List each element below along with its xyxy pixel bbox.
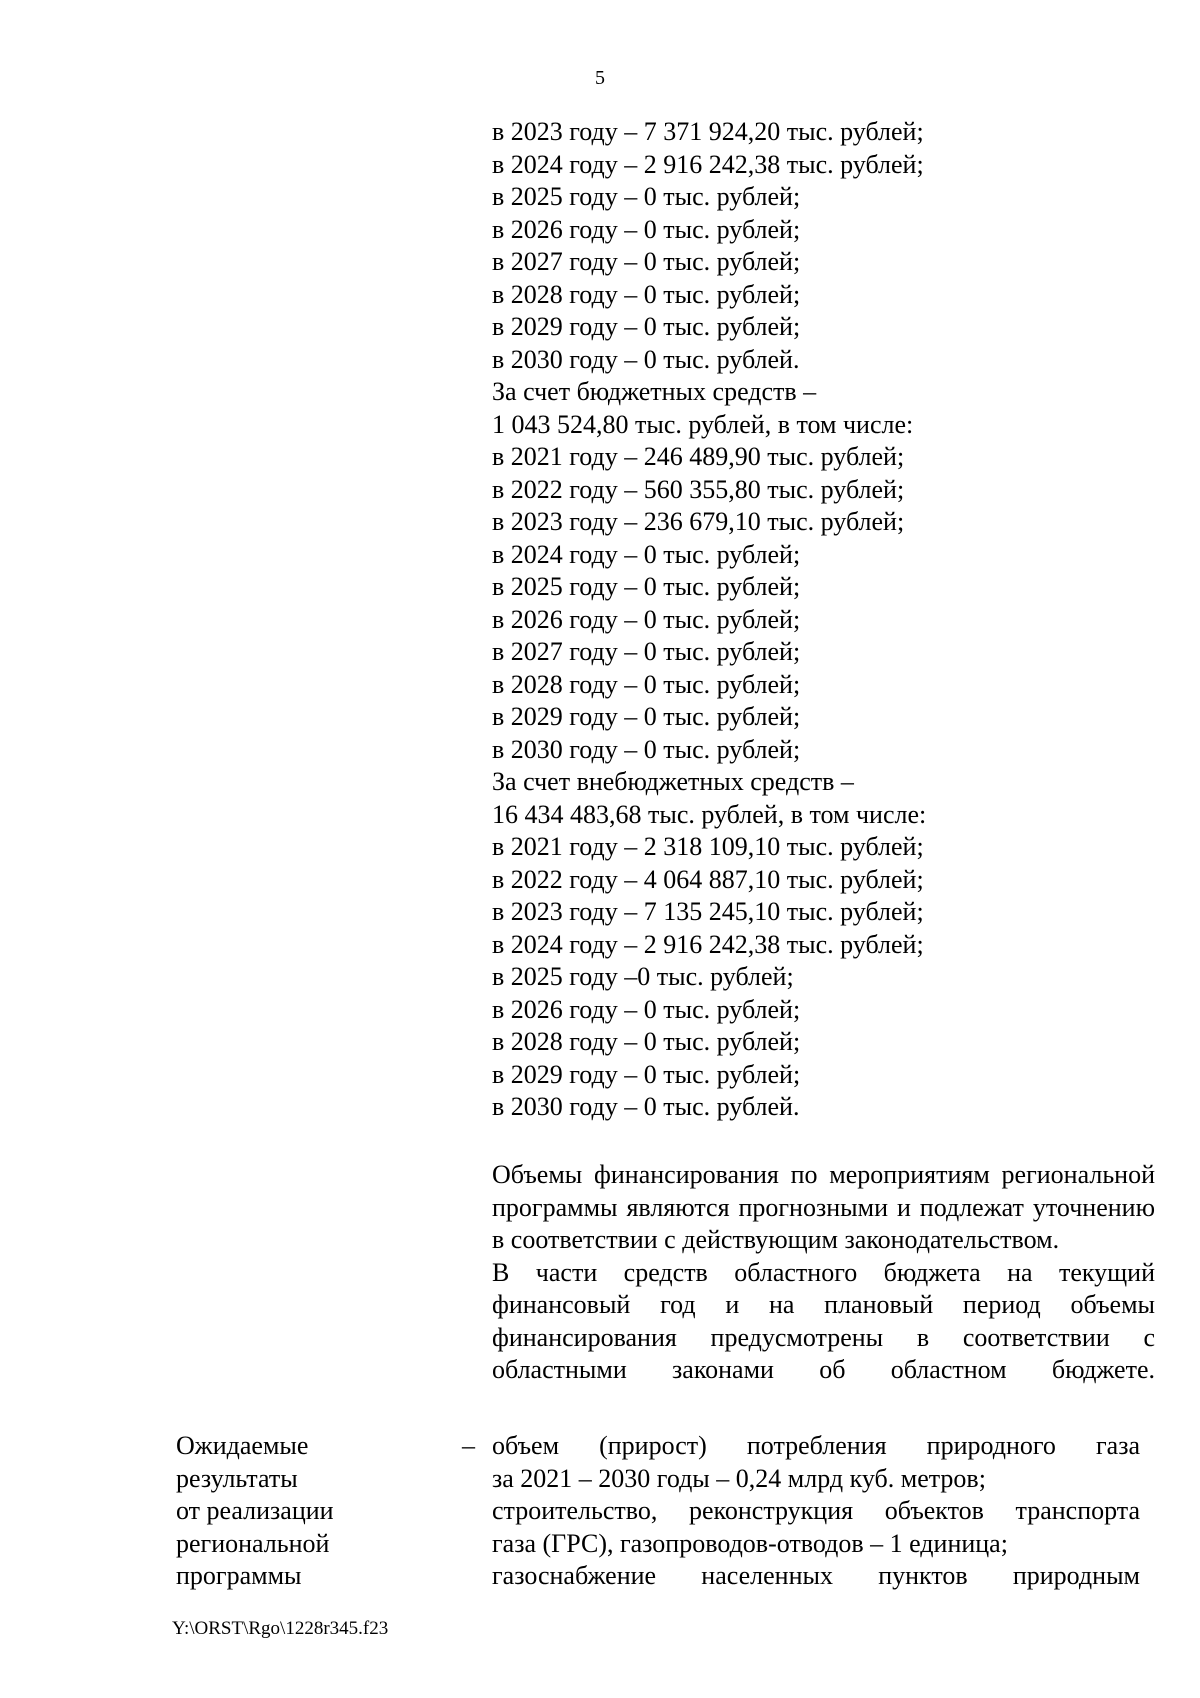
- extrabudget-funds-heading: За счет внебюджетных средств –: [492, 767, 854, 796]
- label-line: результаты: [176, 1463, 298, 1493]
- page-number: 5: [595, 67, 605, 89]
- funding-line: в 2028 году – 0 тыс. рублей;: [492, 669, 801, 699]
- funding-line: в 2028 году – 0 тыс. рублей;: [492, 279, 801, 309]
- budget-note-paragraph: В части средств областного бюджета на текущий финансовый год и на плановый период объемы финансирования предусмотрены в соответствии с областными законами об областном бюджете.: [492, 1257, 1155, 1384]
- funding-line: в 2021 году – 2 318 109,10 тыс. рублей;: [492, 832, 924, 861]
- funding-line: в 2030 году – 0 тыс. рублей.: [492, 1092, 800, 1121]
- result-line: за 2021 – 2030 годы – 0,24 млрд куб. метров;: [492, 1463, 986, 1493]
- funding-line: в 2024 году – 0 тыс. рублей;: [492, 539, 801, 569]
- result-line: газа (ГРС), газопроводов-отводов – 1 единица;: [492, 1528, 1008, 1558]
- budget-funds-heading: За счет бюджетных средств –: [492, 377, 817, 406]
- funding-line: в 2029 году – 0 тыс. рублей;: [492, 1059, 801, 1089]
- label-line: программы: [176, 1561, 302, 1590]
- funding-line: в 2024 году – 2 916 242,38 тыс. рублей;: [492, 149, 924, 179]
- funding-line: в 2023 году – 7 371 924,20 тыс. рублей;: [492, 117, 924, 146]
- funding-line: в 2029 году – 0 тыс. рублей;: [492, 312, 801, 341]
- funding-line: в 2026 году – 0 тыс. рублей;: [492, 214, 801, 244]
- expected-results-text: [492, 1430, 1140, 1593]
- funding-notes: [492, 1159, 1155, 1387]
- file-path-footer: Y:\ORST\Rgo\1228r345.f23: [172, 1618, 389, 1639]
- label-line: Ожидаемые: [176, 1431, 309, 1460]
- funding-line: в 2023 году – 7 135 245,10 тыс. рублей;: [492, 897, 924, 926]
- dash-separator: –: [462, 1431, 475, 1460]
- funding-line: в 2025 году – 0 тыс. рублей;: [492, 572, 801, 601]
- funding-line: в 2030 году – 0 тыс. рублей.: [492, 344, 800, 374]
- funding-line: в 2022 году – 560 355,80 тыс. рублей;: [492, 474, 905, 504]
- funding-line: в 2025 году –0 тыс. рублей;: [492, 962, 794, 991]
- forecast-note-paragraph: Объемы финансирования по мероприятиям региональной программы являются прогнозными и подлежат уточнению в соответствии с действующим законодательством.: [492, 1160, 1155, 1254]
- budget-funds-total: 1 043 524,80 тыс. рублей, в том числе:: [492, 409, 914, 439]
- label-line: от реализации: [176, 1496, 334, 1525]
- funding-line: в 2025 году – 0 тыс. рублей;: [492, 182, 801, 211]
- funding-line: в 2030 году – 0 тыс. рублей;: [492, 734, 801, 764]
- funding-line: в 2029 году – 0 тыс. рублей;: [492, 702, 801, 731]
- extrabudget-funds-total: 16 434 483,68 тыс. рублей, в том числе:: [492, 799, 927, 829]
- result-line: газоснабжение населенных пунктов природным: [492, 1561, 1140, 1590]
- funding-line: в 2026 году – 0 тыс. рублей;: [492, 604, 801, 634]
- funding-line: в 2026 году – 0 тыс. рублей;: [492, 994, 801, 1024]
- funding-line: в 2027 году – 0 тыс. рублей;: [492, 247, 801, 276]
- label-line: региональной: [176, 1528, 330, 1558]
- funding-line: в 2021 году – 246 489,90 тыс. рублей;: [492, 442, 905, 471]
- expected-results-label: [176, 1430, 416, 1593]
- funding-line: в 2023 году – 236 679,10 тыс. рублей;: [492, 507, 905, 536]
- result-line: объем (прирост) потребления природного газа: [492, 1431, 1140, 1460]
- funding-line: в 2024 году – 2 916 242,38 тыс. рублей;: [492, 929, 924, 959]
- funding-list: [492, 116, 1155, 1124]
- funding-line: в 2027 году – 0 тыс. рублей;: [492, 637, 801, 666]
- funding-line: в 2022 году – 4 064 887,10 тыс. рублей;: [492, 864, 924, 894]
- funding-line: в 2028 году – 0 тыс. рублей;: [492, 1027, 801, 1056]
- result-line: строительство, реконструкция объектов транспорта: [492, 1496, 1140, 1525]
